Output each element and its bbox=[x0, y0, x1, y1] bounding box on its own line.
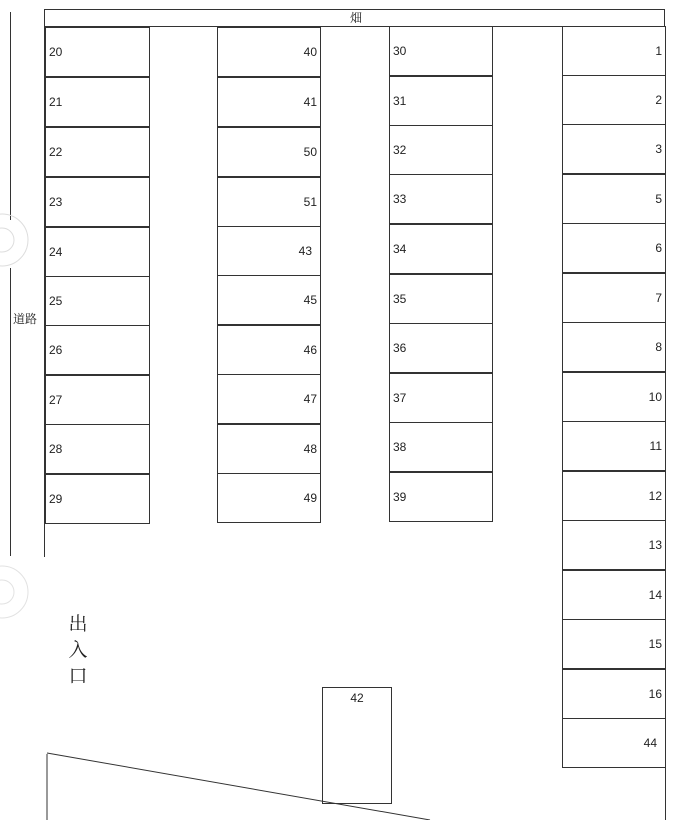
stall-number: 42 bbox=[350, 691, 364, 705]
stall-number: 21 bbox=[49, 95, 63, 109]
stall-number: 41 bbox=[303, 95, 317, 109]
stall-number: 5 bbox=[655, 192, 662, 206]
stall-number: 44 bbox=[643, 736, 657, 750]
stall-number: 43 bbox=[298, 244, 312, 258]
stall-number: 23 bbox=[49, 195, 63, 209]
stall-number: 48 bbox=[303, 442, 317, 456]
stall-number: 13 bbox=[648, 538, 662, 552]
stall-number: 36 bbox=[393, 341, 407, 355]
stall-number: 16 bbox=[648, 687, 662, 701]
stall-number: 26 bbox=[49, 343, 63, 357]
stall-number: 47 bbox=[303, 392, 317, 406]
stall-number: 35 bbox=[393, 292, 407, 306]
stall-number: 27 bbox=[49, 393, 63, 407]
stall-number: 45 bbox=[303, 293, 317, 307]
stall-number: 1 bbox=[655, 44, 662, 58]
stall-number: 20 bbox=[49, 45, 63, 59]
stall-number: 25 bbox=[49, 294, 63, 308]
entrance-char: 入 bbox=[68, 639, 88, 661]
road-label: 道路 bbox=[13, 312, 38, 326]
stall-number: 50 bbox=[303, 145, 317, 159]
stall-number: 39 bbox=[393, 490, 407, 504]
stall-number: 29 bbox=[49, 492, 63, 506]
punch-hole-mark bbox=[0, 228, 14, 252]
punch-hole-mark bbox=[0, 580, 14, 604]
stall-number: 12 bbox=[648, 489, 662, 503]
stall-number: 46 bbox=[303, 343, 317, 357]
stall-number: 32 bbox=[393, 143, 407, 157]
field-label: 畑 bbox=[350, 11, 363, 25]
stall-number: 40 bbox=[303, 45, 317, 59]
stall-number: 14 bbox=[648, 588, 662, 602]
entrance-char: 出 bbox=[68, 613, 88, 635]
stall-number: 2 bbox=[655, 93, 662, 107]
stall-number: 51 bbox=[303, 195, 317, 209]
stall-number: 10 bbox=[648, 390, 662, 404]
stall-number: 6 bbox=[655, 241, 662, 255]
stall-number: 30 bbox=[393, 44, 407, 58]
stall-number: 7 bbox=[655, 291, 662, 305]
stall-number: 28 bbox=[49, 442, 63, 456]
stall-number: 37 bbox=[393, 391, 407, 405]
stall-number: 3 bbox=[655, 142, 662, 156]
stall-number: 31 bbox=[393, 94, 407, 108]
stall-number: 8 bbox=[655, 340, 662, 354]
entrance-char: 口 bbox=[68, 665, 88, 687]
stall-number: 34 bbox=[393, 242, 407, 256]
stall-number: 49 bbox=[303, 491, 317, 505]
stall-number: 15 bbox=[648, 637, 662, 651]
stall-number: 33 bbox=[393, 192, 407, 206]
stall-number: 24 bbox=[49, 245, 63, 259]
stall-number: 38 bbox=[393, 440, 407, 454]
diagonal-boundary bbox=[47, 753, 430, 820]
stall-number: 22 bbox=[49, 145, 63, 159]
stall-number: 11 bbox=[649, 439, 662, 453]
